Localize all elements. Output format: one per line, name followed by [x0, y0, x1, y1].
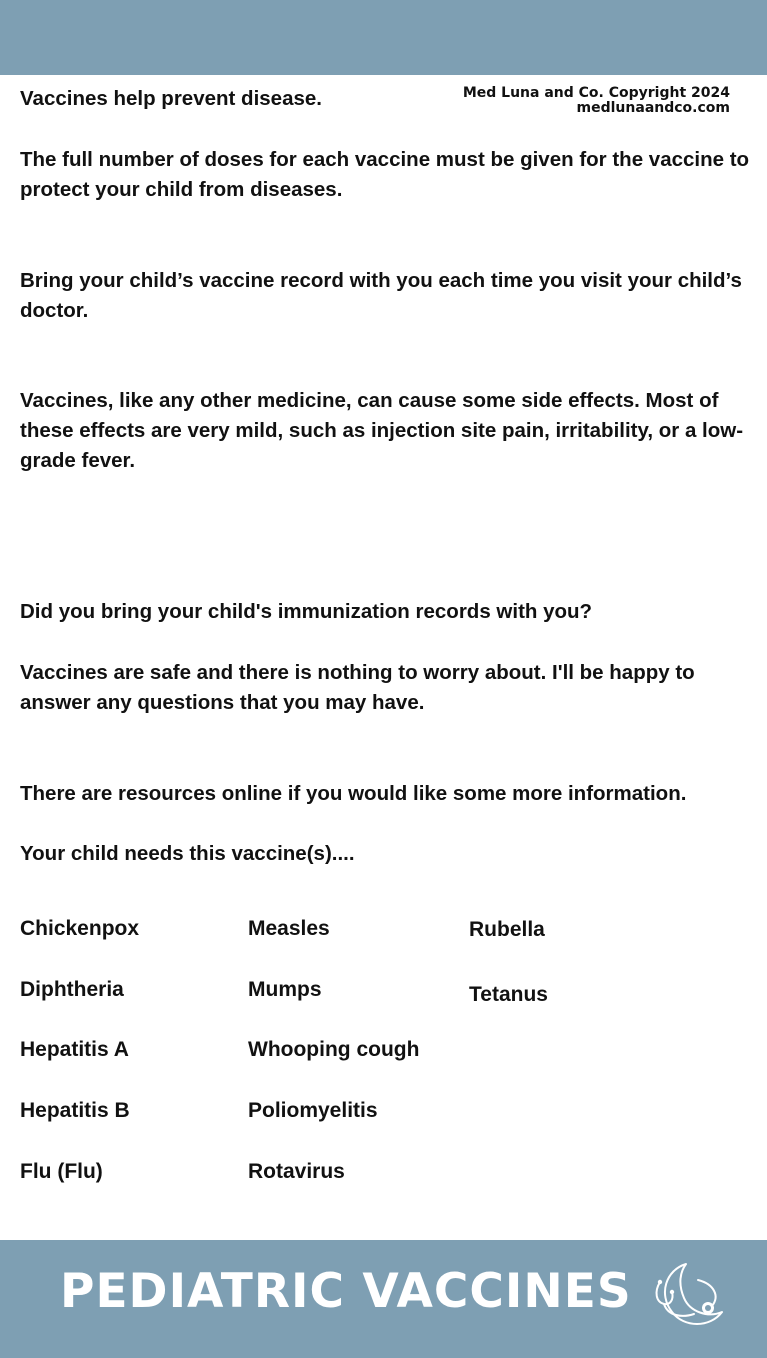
phrase-resources-online: There are resources online if you would like some more information.	[20, 782, 687, 805]
vaccine-item: Tetanus	[469, 983, 548, 1006]
top-banner	[0, 0, 767, 75]
vaccine-item: Rotavirus	[248, 1160, 345, 1183]
phrase-bring-record: Bring your child’s vaccine record with you each time you visit your child’s doctor.	[20, 269, 742, 322]
moon-stethoscope-icon	[648, 1260, 730, 1334]
phrase-child-needs: Your child needs this vaccine(s)....	[20, 842, 355, 865]
vaccine-item: Flu (Flu)	[20, 1160, 103, 1183]
vaccine-item: Hepatitis B	[20, 1099, 130, 1122]
phrase-immunization-records: Did you bring your child's immunization records with you?	[20, 600, 593, 623]
vaccine-item: Hepatitis A	[20, 1038, 129, 1061]
vaccine-item: Measles	[248, 917, 330, 940]
banner-title: PEDIATRIC VACCINES	[60, 1264, 632, 1319]
phrase-prevent-disease: Vaccines help prevent disease.	[20, 87, 322, 110]
phrase-vaccines-safe: Vaccines are safe and there is nothing to worry about. I'll be happy to answer any questions that you may have.	[20, 661, 695, 714]
vaccine-item: Poliomyelitis	[248, 1099, 378, 1122]
phrase-full-doses: The full number of doses for each vaccine must be given for the vaccine to protect your child from diseases.	[20, 148, 750, 201]
vaccine-item: Whooping cough	[248, 1038, 420, 1061]
phrase-side-effects: Vaccines, like any other medicine, can cause some side effects. Most of these effects are very mild, such as injection site pain, irritability, or a low-grade fever.	[20, 389, 744, 472]
vaccine-item: Chickenpox	[20, 917, 140, 940]
website-text: medlunaandco.com	[576, 100, 730, 116]
copyright-text: Med Luna and Co. Copyright 2024	[462, 85, 730, 101]
vaccine-item: Diphtheria	[20, 978, 124, 1001]
vaccine-item: Mumps	[248, 978, 322, 1001]
vaccine-item: Rubella	[469, 918, 545, 941]
